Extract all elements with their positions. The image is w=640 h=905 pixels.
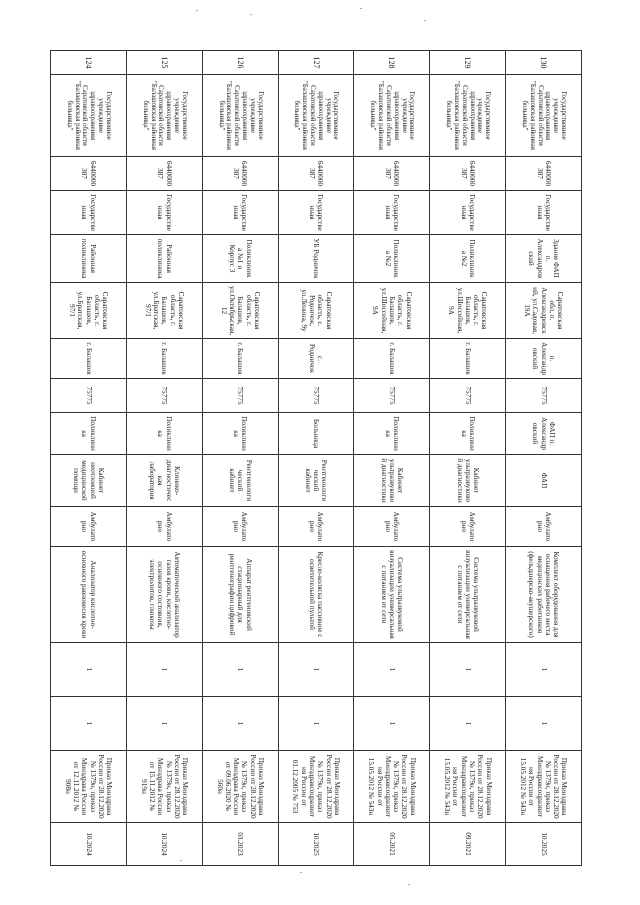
cell-qty1: 1 xyxy=(202,643,278,697)
cell-order: Приказ Минздрава России от 28.12.2020 № 1379н, приказ Минздравсоцразвития России от 15.05.2012 № 543н xyxy=(430,751,506,823)
cell-qty1: 1 xyxy=(278,643,354,697)
cell-place: Поликлиника xyxy=(51,413,127,455)
cell-date: 10.2024 xyxy=(126,823,202,866)
cell-num: 125 xyxy=(126,51,202,75)
cell-code: 75775 xyxy=(354,379,430,413)
cell-room: Рентгенологический кабинет xyxy=(202,455,278,507)
scan-speck xyxy=(408,884,410,885)
cell-equipment: Система ультразвуковой визуализации универсальная с питанием от сети xyxy=(430,547,506,643)
cell-address: Саратовская область, г. Балашов, ул.Шоссейная, 9А xyxy=(354,283,430,339)
table-row xyxy=(51,51,127,866)
cell-num: 126 xyxy=(202,51,278,75)
cell-type: Амбулаторно xyxy=(506,507,582,547)
cell-equipment: Кресло-коляска пассивное с осветительной пультой xyxy=(278,547,354,643)
cell-qty1: 1 xyxy=(430,643,506,697)
cell-unit: Поликлиника №1 и Корпус 3 xyxy=(202,235,278,283)
cell-inn: 6440000387 xyxy=(51,157,127,191)
cell-place: ФАП п. Александровский xyxy=(506,413,582,455)
cell-qty1: 1 xyxy=(126,643,202,697)
cell-qty1: 1 xyxy=(51,643,127,697)
cell-qty2: 1 xyxy=(430,697,506,751)
table-row xyxy=(506,51,582,866)
cell-order: Приказ Минздрава России от 28.12.2020 № 1379н, приказ Минздрава России от 15.11.2012 № 919н xyxy=(126,751,202,823)
cell-equipment: Комплект оборудования для оснащения рабочего места медицинских работников (фельдшерско-акушерского) xyxy=(506,547,582,643)
cell-settlement: г. Балашов xyxy=(51,339,127,379)
cell-room: Кабинет неотложной медицинской помощи xyxy=(51,455,127,507)
cell-settlement: г. Балашов xyxy=(354,339,430,379)
cell-unit: Поликлиника №2 xyxy=(354,235,430,283)
equipment-table xyxy=(50,50,582,866)
cell-inn: 6440000387 xyxy=(430,157,506,191)
cell-place: Поликлиника xyxy=(430,413,506,455)
cell-type: Амбулаторно xyxy=(278,507,354,547)
cell-date: 10.2024 xyxy=(51,823,127,866)
cell-settlement: г. Балашов xyxy=(202,339,278,379)
cell-type: Амбулаторно xyxy=(354,507,430,547)
cell-date: 09.2021 xyxy=(430,823,506,866)
cell-order: Приказ Минздрава России от 28.12.2020 № 1379н, приказ Минздрава России от 12.11.2012 № 908н xyxy=(51,751,127,823)
table-row xyxy=(278,51,354,866)
cell-address: Саратовская область, с. Родничок, ул.Ленина, 9у xyxy=(278,283,354,339)
cell-code: 75775 xyxy=(51,379,127,413)
cell-place: Больница xyxy=(278,413,354,455)
table-row xyxy=(202,51,278,866)
cell-type: Амбулаторно xyxy=(51,507,127,547)
cell-place: Поликлиника xyxy=(354,413,430,455)
cell-inn: 6440000387 xyxy=(278,157,354,191)
cell-order: Приказ Минздрава России от 28.12.2020 № 1379н, приказ Минздравсоцразвития России от 15.05.2012 № 543н xyxy=(506,751,582,823)
cell-inn: 6440000387 xyxy=(354,157,430,191)
cell-org: Государственное учреждение здравоохранения Саратовской области "Балашовская районная больница" xyxy=(506,75,582,157)
cell-room: Кабинет ультразвуковой диагностики xyxy=(354,455,430,507)
cell-org: Государственное учреждение здравоохранения Саратовской области "Балашовская районная больница" xyxy=(354,75,430,157)
cell-place: Поликлиника xyxy=(126,413,202,455)
cell-num: 130 xyxy=(506,51,582,75)
cell-qty1: 1 xyxy=(506,643,582,697)
cell-qty1: 1 xyxy=(354,643,430,697)
cell-qty2: 1 xyxy=(51,697,127,751)
cell-code: 75775 xyxy=(278,379,354,413)
cell-inn: 6440000387 xyxy=(126,157,202,191)
scan-speck xyxy=(300,872,302,873)
cell-ownership: Государственная xyxy=(51,191,127,235)
cell-order: Приказ Минздрава России от 28.12.2020 № 1379н, приказ Минздрава России от 09.06.2020 № 560н xyxy=(202,751,278,823)
cell-org: Государственное учреждение здравоохранения Саратовской области "Балашовская районная больница" xyxy=(51,75,127,157)
cell-address: Саратовская обл, п. Александровский, ул.Садовая, 19А xyxy=(506,283,582,339)
cell-address: Саратовская область, г. Балашов, ул.Братская, 97/1 xyxy=(126,283,202,339)
cell-type: Амбулаторно xyxy=(430,507,506,547)
cell-address: Саратовская область, г. Балашов, ул.Октябрьская, 12 xyxy=(202,283,278,339)
cell-code: 75775 xyxy=(506,379,582,413)
cell-room: Рентгенологический кабинет xyxy=(278,455,354,507)
table-row xyxy=(430,51,506,866)
scan-speck xyxy=(250,14,252,15)
cell-ownership: Государственная xyxy=(202,191,278,235)
cell-settlement: п. Александровский xyxy=(506,339,582,379)
cell-code: 75775 xyxy=(202,379,278,413)
cell-room: ФАП xyxy=(506,455,582,507)
cell-settlement: с. Родничок xyxy=(278,339,354,379)
cell-org: Государственное учреждение здравоохранения Саратовской области "Балашовская районная больница" xyxy=(430,75,506,157)
cell-order: Приказ Минздрава России от 28.12.2020 № 1379н, приказ Минздравсоцразвития России от 15.05.2012 № 543н xyxy=(354,751,430,823)
cell-num: 129 xyxy=(430,51,506,75)
cell-address: Саратовская область, г. Балашов, ул.Шоссейная, 9А xyxy=(430,283,506,339)
scan-speck xyxy=(424,20,426,21)
cell-room: Клинико-диагностическая лаборатория xyxy=(126,455,202,507)
cell-qty2: 1 xyxy=(202,697,278,751)
cell-qty2: 1 xyxy=(354,697,430,751)
cell-date: 10.2025 xyxy=(278,823,354,866)
cell-ownership: Государственная xyxy=(278,191,354,235)
cell-qty2: 1 xyxy=(506,697,582,751)
cell-unit: Районная поликлиника xyxy=(51,235,127,283)
cell-ownership: Государственная xyxy=(354,191,430,235)
cell-settlement: г. Балашов xyxy=(430,339,506,379)
cell-code: 75775 xyxy=(126,379,202,413)
cell-equipment: Система ультразвуковой визуализации универсальная с питанием от сети xyxy=(354,547,430,643)
cell-num: 127 xyxy=(278,51,354,75)
cell-inn: 6440000387 xyxy=(202,157,278,191)
cell-ownership: Государственная xyxy=(126,191,202,235)
scan-speck xyxy=(196,10,198,11)
cell-unit: Районная поликлиника xyxy=(126,235,202,283)
cell-num: 124 xyxy=(51,51,127,75)
cell-org: Государственное учреждение здравоохранения Саратовской области "Балашовская районная больница" xyxy=(202,75,278,157)
table-row xyxy=(126,51,202,866)
rotated-table-wrapper xyxy=(50,50,582,865)
cell-type: Амбулаторно xyxy=(202,507,278,547)
cell-qty2: 1 xyxy=(278,697,354,751)
cell-ownership: Государственная xyxy=(506,191,582,235)
cell-inn: 6440000387 xyxy=(506,157,582,191)
cell-unit: УБ Родничок xyxy=(278,235,354,283)
cell-equipment: Автоматический анализатор газов крови, кислотно-основного состояния, электролитов, глюкозы xyxy=(126,547,202,643)
cell-qty2: 1 xyxy=(126,697,202,751)
cell-room: Кабинет ультразвуковой диагностики xyxy=(430,455,506,507)
cell-num: 128 xyxy=(354,51,430,75)
cell-unit: Здание ФАП п. Александровский xyxy=(506,235,582,283)
cell-address: Саратовская область, г. Балашов, ул.Братская, 97/1 xyxy=(51,283,127,339)
cell-unit: Поликлиника №2 xyxy=(430,235,506,283)
cell-order: Приказ Минздрава России от 28.12.2020 № 1379н, приказ Минздравсоцразвития России от 01.12.2005 № 753 xyxy=(278,751,354,823)
scan-speck xyxy=(360,8,362,9)
cell-equipment: Аппарат рентгеновский стационарный для рентгенографии цифровой xyxy=(202,547,278,643)
cell-org: Государственное учреждение здравоохранения Саратовской области "Балашовская районная больница" xyxy=(126,75,202,157)
cell-date: 03.2023 xyxy=(202,823,278,866)
cell-place: Поликлиника xyxy=(202,413,278,455)
cell-org: Государственное учреждение здравоохранения Саратовской области "Балашовская районная больница" xyxy=(278,75,354,157)
cell-settlement: г. Балашов xyxy=(126,339,202,379)
table-row xyxy=(354,51,430,866)
scan-speck xyxy=(180,860,182,861)
cell-type: Амбулаторно xyxy=(126,507,202,547)
cell-ownership: Государственная xyxy=(430,191,506,235)
cell-date: 05.2021 xyxy=(354,823,430,866)
cell-code: 75775 xyxy=(430,379,506,413)
cell-equipment: Анализатор кислотно-основного равновесия крови xyxy=(51,547,127,643)
cell-date: 10.2025 xyxy=(506,823,582,866)
